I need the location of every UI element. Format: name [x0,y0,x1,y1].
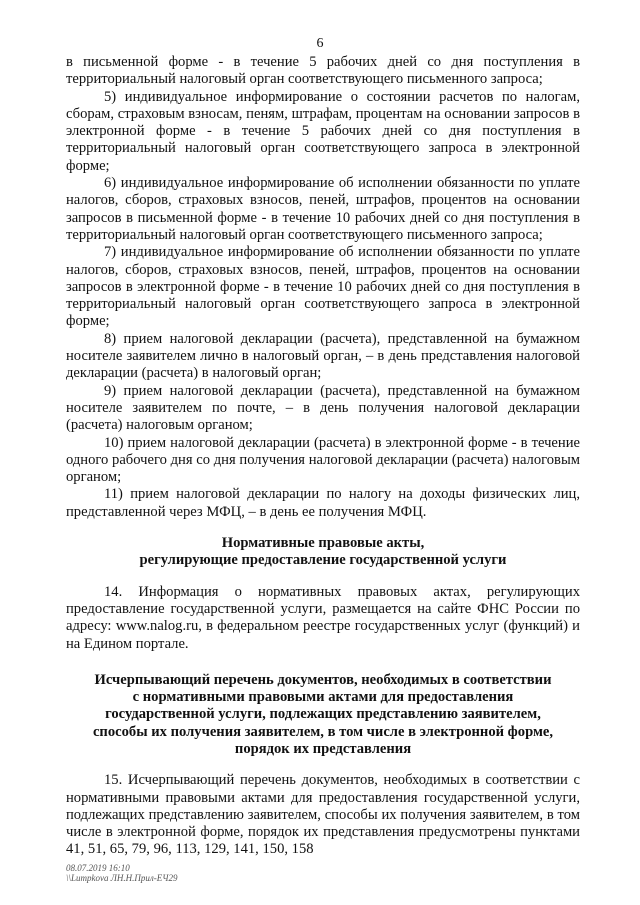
list-item-9: 9) прием налоговой декларации (расчета), представленной на бумажном носителе заявителем по почте, – в день получения налоговой декларации (расчета) налоговым органом; [66,382,580,434]
list-item-6: 6) индивидуальное информирование об исполнении обязанности по уплате налогов, сборов, страховых взносов, пеней, штрафов, процентов на основании запросов в письменной форме - в течение 10 рабочих дней со дня поступления в территориальный налоговый орган соответствующего письменного запроса; [66,175,580,243]
paragraph-14: 14. Информация о нормативных правовых актах, регулирующих предоставление государственной услуги, размещается на сайте ФНС России по адресу: www.nalog.ru, в федеральном реестре государственных услуг (функций) и на Едином портале. [66,583,580,652]
list-item-5: 5) индивидуальное информирование о состоянии расчетов по налогам, сборам, страховым взносам, пеням, штрафам, процентам на основании запросов в электронной форме - в течение 5 рабочих дней со дня поступления в территориальный налоговый орган соответствующего запроса в электронной форме; [66,88,580,174]
section-heading-documents-list [66,672,580,758]
footer-stamp [66,863,177,883]
heading-line: регулирующие предоставление государственной услуги [139,552,507,569]
heading-line: государственной услуги, подлежащих представлению заявителем, [105,706,541,723]
heading-line: с нормативными правовыми актами для предоставления [132,689,514,706]
page-number: 6 [316,36,324,51]
paragraph-15: 15. Исчерпывающий перечень документов, необходимых в соответствии с нормативными правовыми актами для предоставления государственной услуги, подлежащих представлению заявителем, способы их получения заявителем, в том числе в электронной форме, порядок их представления предусмотрены пунктами 41, 51, 65, 79, 96, 113, 129, 141, 150, 158 [66,772,580,858]
heading-line: порядок их представления [234,740,412,757]
section-heading-normative-acts [66,535,580,570]
footer-date: 08.07.2019 16:10 [66,863,130,873]
heading-line: способы их получения заявителем, в том числе в электронной форме, [92,723,554,740]
paragraph-continuation: в письменной форме - в течение 5 рабочих дней со дня поступления в территориальный налоговый орган соответствующего письменного запроса; [66,54,580,88]
heading-line: Исчерпывающий перечень документов, необходимых в соответствии [94,671,552,688]
list-item-7: 7) индивидуальное информирование об исполнении обязанности по уплате налогов, сборов, страховых взносов, пеней, штрафов, процентов на основании запросов в электронной форме - в течение 10 рабочих дней со дня поступления в территориальный налоговый орган соответствующего запроса в электронной форме; [66,244,580,330]
list-item-8: 8) прием налоговой декларации (расчета), представленной на бумажном носителе заявителем лично в налоговый орган, – в день представления налоговой декларации (расчета) в налоговый орган; [66,330,580,382]
footer-path: \\Lumpkova ЛН.Н.Прил-ЕЧ29 [66,873,178,883]
list-item-10: 10) прием налоговой декларации (расчета) в электронной форме - в течение одного рабочего дня со дня получения налоговой декларации (расчета) налоговым органом; [66,434,580,486]
document-body [66,54,580,859]
list-item-11: 11) прием налоговой декларации по налогу на доходы физических лиц, представленной через МФЦ, – в день ее получения МФЦ. [66,486,580,520]
heading-line: Нормативные правовые акты, [221,535,425,552]
